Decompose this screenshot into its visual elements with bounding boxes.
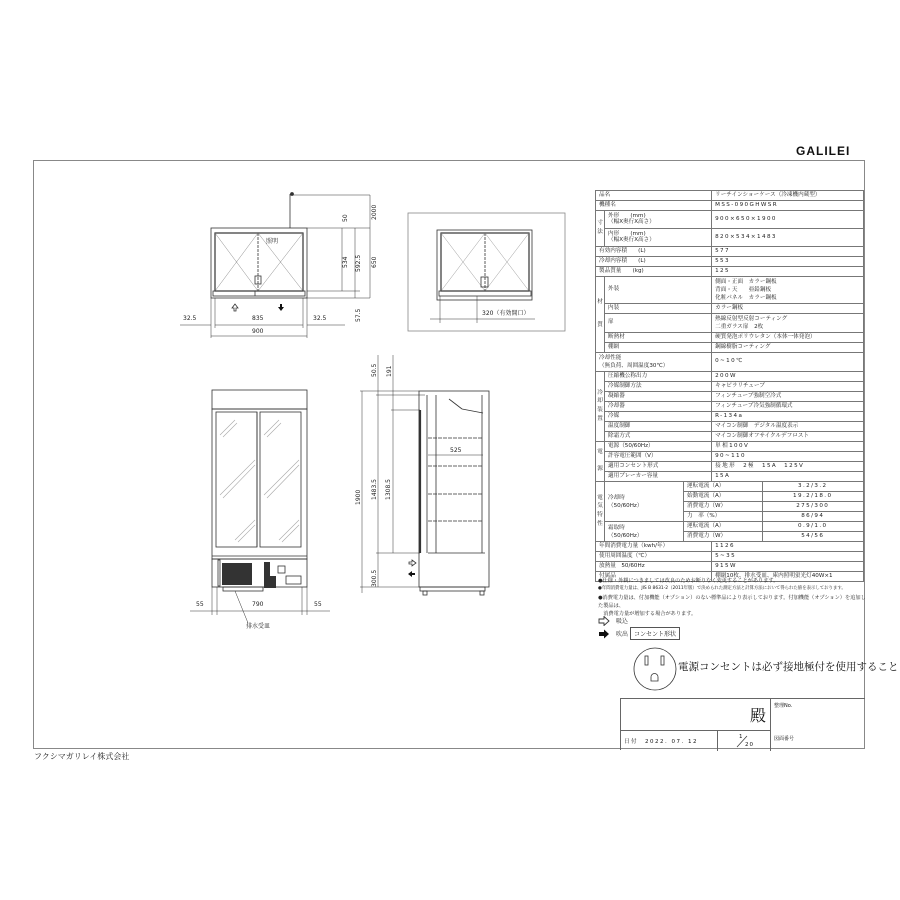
table-row: 消費電力（W） 54/56	[596, 532, 864, 542]
table-row: 冷却性能 （無負荷、周囲温度30℃） 0~10℃	[596, 353, 864, 372]
effective-opening-label: 320（有効開口）	[482, 310, 530, 317]
svg-text:32.5: 32.5	[313, 315, 327, 322]
svg-text:1483.5: 1483.5	[371, 479, 378, 500]
airflow-legend: 吸込 吹出	[598, 614, 628, 640]
table-row: 冷 却 装 置 圧縮機公称出力 200W	[596, 372, 864, 382]
table-row: 始動電流（A） 19.2/18.0	[596, 492, 864, 502]
table-row: 棚網 鋼線樹脂コーティング	[596, 343, 864, 353]
drawing-no-label: 図面番号	[774, 736, 795, 742]
brand-logo: GALILEI	[796, 144, 851, 158]
table-row: 寸 法 外形 (mm) （幅X奥行X高さ） 900×650×1900	[596, 211, 864, 229]
table-row: 許容電圧範囲（V） 90~110	[596, 452, 864, 462]
svg-text:650: 650	[371, 256, 378, 268]
svg-text:1308.5: 1308.5	[385, 479, 392, 500]
outlet-warning: 電源コンセントは必ず接地極付を使用すること	[678, 661, 899, 673]
front-view-drawing	[180, 380, 340, 630]
table-row: 電 気 特 性 冷却時 （50/60Hz） 運転電流（A） 3.2/3.2	[596, 482, 864, 492]
table-row: 温度制御 マイコン制御 デジタル温度表示	[596, 422, 864, 432]
title-block	[620, 698, 865, 750]
table-row: 内形 (mm) （幅X奥行X高さ） 820×534×1483	[596, 229, 864, 247]
table-row: 霜取時 （50/60Hz） 運転電流（A） 0.9/1.0	[596, 522, 864, 532]
svg-text:525: 525	[450, 447, 462, 454]
table-row: 力 率（%） 86/94	[596, 512, 864, 522]
svg-text:57.5: 57.5	[355, 308, 362, 322]
table-row: 電 源 電源（50/60Hz） 単相100V	[596, 442, 864, 452]
svg-text:592.5: 592.5	[355, 254, 362, 272]
table-row: 冷媒 R-134a	[596, 412, 864, 422]
date: 日付 2022. 07. 12	[621, 731, 718, 751]
table-row: 有効内容積 (L) 577	[596, 247, 864, 257]
addressee-suffix: 殿	[749, 706, 766, 725]
svg-text:55: 55	[196, 601, 204, 608]
note-line: 消費電力量が増加する場合があります。	[598, 611, 697, 618]
table-row: 扉 熱線反射型反射コーティング 二重ガラス扉 2枚	[596, 314, 864, 333]
svg-text:50.5: 50.5	[371, 363, 378, 377]
page-number: 1 20	[718, 731, 771, 751]
table-row: 内装 カラー鋼板	[596, 304, 864, 314]
table-row: 適用ブレーカー容量 15A	[596, 472, 864, 482]
notes	[598, 577, 868, 618]
outlet-shape-label: コンセント形状	[630, 627, 680, 640]
top-view-drawing	[170, 190, 390, 340]
svg-text:2000: 2000	[371, 204, 378, 220]
exhaust-arrow-icon	[598, 629, 610, 639]
lighting-label: 照明	[266, 238, 279, 245]
opening-view-drawing	[400, 205, 570, 340]
svg-text:835: 835	[252, 315, 264, 322]
svg-text:534: 534	[342, 256, 349, 268]
table-row: 機種名 MSS-090GHWSR	[596, 201, 864, 211]
table-row: 凝縮器 フィンチューブ強制空冷式	[596, 392, 864, 402]
svg-text:32.5: 32.5	[183, 315, 197, 322]
table-row: 冷媒制御方法 キャピラリチューブ	[596, 382, 864, 392]
table-row: 使用周囲温度（℃） 5~35	[596, 552, 864, 562]
table-row: 品名 リーチインショーケース（冷凍機内蔵型）	[596, 191, 864, 201]
intake-arrow-icon	[598, 616, 610, 626]
table-row: 除霜方式 マイコン制御オフサイクルデフロスト	[596, 432, 864, 442]
svg-text:300.5: 300.5	[371, 569, 378, 587]
svg-text:1900: 1900	[355, 489, 362, 505]
table-row: 冷却内容積 (L) 553	[596, 257, 864, 267]
outlet-icon	[632, 646, 678, 692]
table-row: 年間消費電力量（kwh/年） 1126	[596, 542, 864, 552]
table-row: 消費電力（W） 275/300	[596, 502, 864, 512]
table-row: 冷却器 フィンチューブ冷気強制循環式	[596, 402, 864, 412]
company-name: フクシマガリレイ株式会社	[34, 752, 130, 761]
svg-text:55: 55	[314, 601, 322, 608]
ref-no-label: 整理No.	[774, 703, 793, 709]
svg-text:191: 191	[386, 365, 393, 377]
table-row: 材 質 外装 側面・正面 カラー鋼板 背面・天 亜鉛鋼板 化粧パネル カラー鋼板	[596, 277, 864, 304]
drain-tray-label: 排水受皿	[246, 623, 271, 630]
svg-text:50: 50	[342, 214, 349, 222]
svg-text:790: 790	[252, 601, 264, 608]
svg-text:900: 900	[252, 328, 264, 335]
table-row: 放熱量 50/60Hz 915W	[596, 562, 864, 572]
table-row: 適用コンセント形式 接地形 2極 15A 125V	[596, 462, 864, 472]
table-row: 付属品 棚網10枚、排水受皿、庫内照明蛍光灯40W×1	[596, 572, 864, 582]
note-line: ●年間消費電力量は、JIS B 8631-2（2011年版）で決められた測定方法と計算方法において得られた値を表示しております。	[598, 586, 846, 592]
spec-table	[595, 190, 864, 582]
table-row: 製品質量 (kg) 125	[596, 267, 864, 277]
note-line: ●仕様・外観につきましては改良のためお断りなく変更することがあります。	[598, 578, 779, 584]
table-row: 断熱材 硬質発泡ポリウレタン（本体一体発泡）	[596, 333, 864, 343]
side-view-drawing	[350, 355, 500, 605]
note-line: ●消費電力量は、付加機能（オプション）のない標準品により表示しております。付加機能（オプション）を追加した製品は、	[598, 594, 866, 609]
